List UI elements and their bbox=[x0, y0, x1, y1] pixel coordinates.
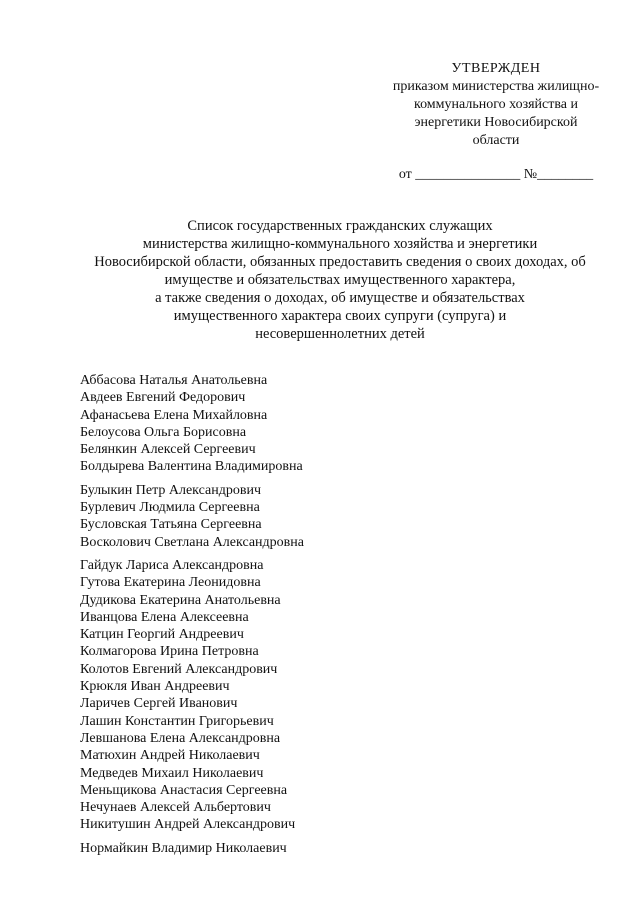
title-line: имущественного характера своих супруги (супруга) и bbox=[173, 308, 507, 324]
employee-name: Нормайкин Владимир Николаевич bbox=[80, 840, 287, 856]
employee-name: Матюхин Андрей Николаевич bbox=[80, 748, 260, 764]
employee-name: Меньщикова Анастасия Сергеевна bbox=[80, 782, 288, 798]
employee-name: Ларичев Сергей Иванович bbox=[80, 696, 238, 712]
employee-name: Никитушин Андрей Александрович bbox=[80, 817, 296, 833]
approval-heading: УТВЕРЖДЕН bbox=[451, 61, 541, 76]
approval-date-line: от _______________ №________ bbox=[398, 167, 594, 182]
employee-name: Афанасьева Елена Михайловна bbox=[80, 407, 268, 423]
name-group bbox=[80, 840, 500, 857]
approval-block bbox=[378, 60, 614, 184]
title-line: а также сведения о доходах, об имуществе и обязательствах bbox=[155, 290, 525, 306]
approval-line: энергетики Новосибирской bbox=[414, 115, 578, 130]
approval-line: коммунального хозяйства и bbox=[413, 97, 579, 112]
document-title bbox=[70, 217, 610, 343]
name-group bbox=[80, 482, 500, 551]
approval-line: области bbox=[472, 133, 520, 148]
employee-name: Аббасова Наталья Анатольевна bbox=[80, 373, 268, 388]
employee-name: Левшанова Елена Александровна bbox=[80, 730, 281, 746]
title-line: Список государственных гражданских служащих bbox=[187, 218, 493, 234]
employee-name: Белянкин Алексей Сергеевич bbox=[80, 442, 256, 458]
employee-name: Нечунаев Алексей Альбертович bbox=[80, 800, 271, 816]
employee-name: Гайдук Лариса Александровна bbox=[80, 557, 264, 573]
approval-line: приказом министерства жилищно- bbox=[392, 79, 600, 94]
employee-name: Гутова Екатерина Леонидовна bbox=[80, 575, 261, 591]
employee-name: Бурлевич Людмила Сергеевна bbox=[80, 500, 260, 516]
employee-list bbox=[80, 372, 500, 863]
employee-name: Бусловская Татьяна Сергеевна bbox=[80, 517, 262, 533]
name-group bbox=[80, 372, 500, 476]
employee-name: Катцин Георгий Андреевич bbox=[80, 627, 244, 643]
title-line: министерства жилищно-коммунального хозяйства и энергетики bbox=[142, 236, 538, 252]
employee-name: Авдеев Евгений Федорович bbox=[80, 390, 246, 406]
title-line: Новосибирской области, обязанных предоставить сведения о своих доходах, об bbox=[94, 254, 586, 270]
employee-name: Дудикова Екатерина Анатольевна bbox=[80, 592, 281, 608]
title-line: несовершеннолетних детей bbox=[255, 326, 425, 342]
employee-name: Крюкля Иван Андреевич bbox=[80, 679, 230, 695]
employee-name: Булыкин Петр Александрович bbox=[80, 482, 261, 498]
title-line: имуществе и обязательствах имущественного характера, bbox=[164, 272, 516, 288]
name-group bbox=[80, 557, 500, 834]
employee-name: Иванцова Елена Алексеевна bbox=[80, 609, 249, 625]
employee-name: Восколович Светлана Александровна bbox=[80, 534, 304, 550]
employee-name: Колотов Евгений Александрович bbox=[80, 661, 278, 677]
employee-name: Медведев Михаил Николаевич bbox=[80, 765, 264, 781]
employee-name: Болдырева Валентина Владимировна bbox=[80, 459, 303, 475]
employee-name: Лашин Константин Григорьевич bbox=[80, 713, 274, 729]
employee-name: Колмагорова Ирина Петровна bbox=[80, 644, 259, 660]
employee-name: Белоусова Ольга Борисовна bbox=[80, 424, 247, 440]
